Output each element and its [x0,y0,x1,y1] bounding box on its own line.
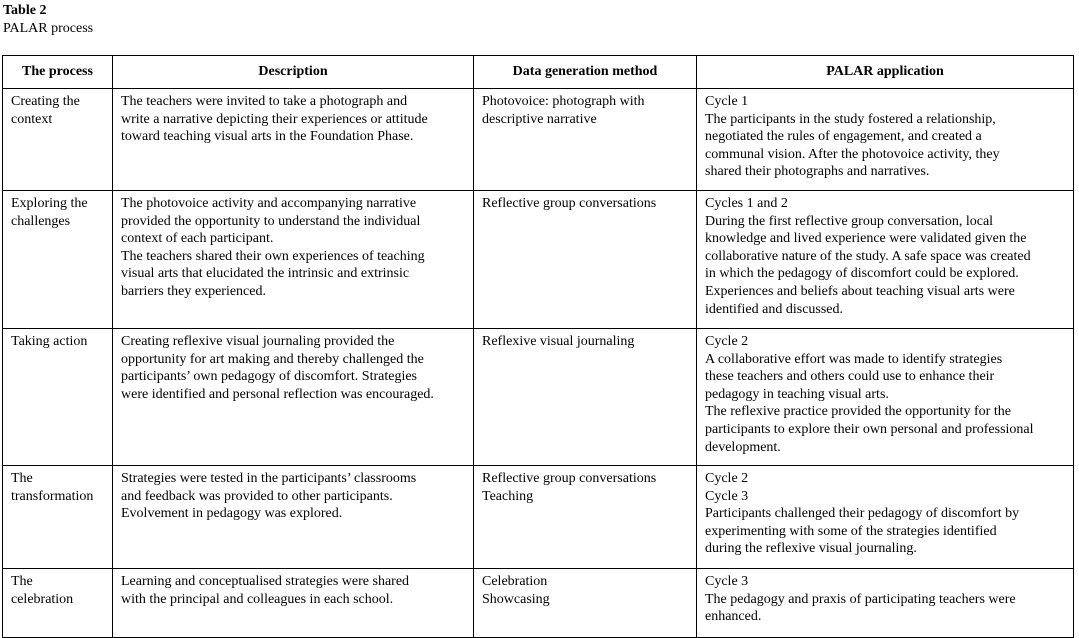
cell-text-line: Strategies were tested in the participants’ classrooms [121,471,417,486]
cell-text-line: The [11,471,33,486]
cell-text-line: negotiated the rules of engagement, and created a [705,129,982,145]
cell-text-line: and feedback was provided to other participants. [121,488,393,504]
process-cell [3,466,113,569]
cell-text-line: Cycle 1 [705,94,749,109]
method-cell [474,569,697,638]
cell-text-line: The pedagogy and praxis of participating teachers were [705,591,1016,607]
cell-text-line: The teachers were invited to take a photograph and [121,94,408,109]
cell-text-line: collaborative nature of the study. A safe space was created [705,248,1031,264]
cell-text-line: Taking action [11,334,88,349]
table-title: PALAR process [3,21,94,36]
cell-text-line: were identified and personal reflection was encouraged. [121,386,434,402]
cell-text-line: Reflective group conversations [482,471,657,486]
description-cell [113,569,474,638]
cell-text-line: Exploring the [11,196,88,211]
cell-text-line: Reflective group conversations [482,196,657,211]
table-caption [3,2,93,38]
application-cell [697,329,1074,466]
cell-text-line: descriptive narrative [482,111,597,127]
cell-text-line: Cycle 2 [705,334,749,349]
cell-text-line: A collaborative effort was made to identify strategies [705,351,1003,367]
header-row [3,56,1074,89]
table-row [3,89,1074,191]
cell-text-line: Creating reflexive visual journaling provided the [121,334,395,349]
cell-text-line: experimenting with some of the strategies identified [705,523,997,539]
cell-text-line: identified and discussed. [705,301,844,317]
cell-text-line: pedagogy in teaching visual arts. [705,386,889,402]
cell-text-line: The photovoice activity and accompanying narrative [121,196,417,211]
column-header-method: Data generation method [474,56,697,89]
application-cell [697,89,1074,191]
cell-text-line: barriers they experienced. [121,283,266,299]
cell-text-line: The participants in the study fostered a relationship, [705,111,996,127]
table-row [3,569,1074,638]
column-header-process: The process [3,56,113,89]
description-cell [113,466,474,569]
cell-text-line: these teachers and others could use to enhance their [705,369,995,385]
cell-text-line: with the principal and colleagues in each school. [121,591,394,607]
cell-text-line: During the first reflective group conversation, local [705,213,994,229]
application-cell [697,191,1074,329]
cell-text-line: transformation [11,488,94,504]
cell-text-line: The reflexive practice provided the opportunity for the [705,404,1011,420]
cell-text-line: provided the opportunity to understand the individual [121,213,421,229]
table-row [3,329,1074,466]
description-cell [113,89,474,191]
cell-text-line: Teaching [482,488,534,504]
cell-text-line: context of each participant. [121,231,274,247]
cell-text-line: visual arts that elucidated the intrinsic and extrinsic [121,266,410,282]
cell-text-line: enhanced. [705,609,762,625]
cell-text-line: Evolvement in pedagogy was explored. [121,506,343,522]
cell-text-line: shared their photographs and narratives. [705,164,930,180]
method-cell [474,466,697,569]
cell-text-line: challenges [11,213,71,229]
application-cell [697,569,1074,638]
cell-text-line: context [11,111,53,127]
cell-text-line: Creating the [11,94,80,109]
description-cell [113,191,474,329]
cell-text-line: Showcasing [482,591,550,607]
cell-text-line: participants’ own pedagogy of discomfort. Strategies [121,369,417,385]
cell-text-line: write a narrative depicting their experiences or attitude [121,111,428,127]
method-cell [474,191,697,329]
method-cell [474,89,697,191]
cell-text-line: Learning and conceptualised strategies were shared [121,574,410,589]
application-cell [697,466,1074,569]
cell-text-line: Cycle 2 [705,471,749,486]
column-header-application: PALAR application [697,56,1074,89]
cell-text-line: The teachers shared their own experiences of teaching [121,248,425,264]
table-row [3,191,1074,329]
cell-text-line: knowledge and lived experience were validated given the [705,231,1027,247]
cell-text-line: Participants challenged their pedagogy of discomfort by [705,506,1020,522]
description-cell [113,329,474,466]
cell-text-line: Cycle 3 [705,488,749,504]
palar-process-table [2,55,1074,638]
process-cell [3,191,113,329]
cell-text-line: toward teaching visual arts in the Foundation Phase. [121,129,414,145]
cell-text-line: opportunity for art making and thereby challenged the [121,351,424,367]
cell-text-line: in which the pedagogy of discomfort could be explored. [705,266,1019,282]
cell-text-line: Photovoice: photograph with [482,94,645,109]
method-cell [474,329,697,466]
cell-text-line: celebration [11,591,74,607]
cell-text-line: during the reflexive visual journaling. [705,541,917,557]
cell-text-line: Reflexive visual journaling [482,334,635,349]
table-label: Table 2 [3,3,47,18]
process-cell [3,89,113,191]
cell-text-line: Cycle 3 [705,574,749,589]
cell-text-line: participants to explore their own personal and professional [705,421,1034,437]
process-cell [3,329,113,466]
column-header-description: Description [113,56,474,89]
cell-text-line: Experiences and beliefs about teaching visual arts were [705,283,1015,299]
cell-text-line: development. [705,439,781,455]
table-row [3,466,1074,569]
cell-text-line: communal vision. After the photovoice activity, they [705,146,1000,162]
cell-text-line: The [11,574,33,589]
cell-text-line: Celebration [482,574,548,589]
cell-text-line: Cycles 1 and 2 [705,196,788,211]
process-cell [3,569,113,638]
